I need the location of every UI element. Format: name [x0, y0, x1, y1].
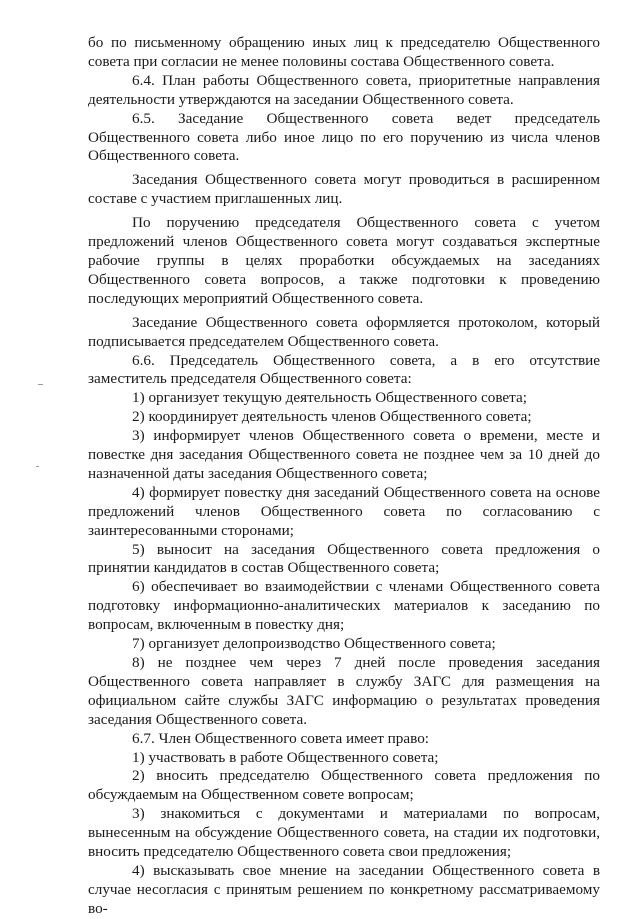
paragraph-6-7: 6.7. Член Общественного совета имеет право: — [132, 729, 430, 747]
paragraph-6-4: 6.4. План работы Общественного совета, приоритетные направления деятельности утверждаются на заседании Общественного совета. — [88, 71, 600, 108]
list-item-6-6-7: 7) организует делопроизводство Общественного совета; — [132, 635, 496, 653]
list-item-6-6-8: 8) не позднее чем через 7 дней после проведения заседания Общественного совета направляет в службу ЗАГС для размещения на официальном сайте службы ЗАГС информацию о результатах проведения заседания Общественного совета. — [88, 654, 600, 728]
list-item-6-7-3: 3) знакомиться с документами и материалами по вопросам, вынесенным на обсуждение Общественного совета, на стадии их подготовки, вносить председателю Общественного совета свои предложения; — [88, 805, 600, 861]
paragraph-protocol: Заседание Общественного совета оформляется протоколом, который подписывается председателем Общественного совета. — [88, 313, 600, 350]
paragraph-extended-meetings: Заседания Общественного совета могут проводиться в расширенном составе с участием приглашенных лиц. — [88, 171, 600, 208]
scan-speck — [38, 384, 43, 385]
paragraph-expert-groups: По поручению председателя Общественного совета с учетом предложений членов Общественного совета могут создаваться экспертные рабочие группы в целях проработки обсуждаемых на заседаниях Общественного совета вопросов, а также подготовки к проведению последующих мероприятий Общественного совета. — [88, 214, 600, 307]
list-item-6-6-3: 3) информирует членов Общественного совета о времени, месте и повестке дня заседания Общественного совета не позднее чем за 10 дней до назначенной даты заседания Общественного совета; — [88, 427, 600, 482]
list-item-6-6-4: 4) формирует повестку дня заседаний Общественного совета на основе предложений членов Общественного совета по согласованию с заинтересованными сторонами; — [88, 483, 600, 539]
paragraph-6-6: 6.6. Председатель Общественного совета, а в его отсутствие заместитель председателя Общественного совета: — [88, 351, 600, 388]
scan-speck — [36, 466, 39, 467]
list-item-6-6-1: 1) организует текущую деятельность Общественного совета; — [132, 389, 527, 407]
list-item-6-6-6: 6) обеспечивает во взаимодействии с членами Общественного совета подготовку информационно-аналитических материалов к заседанию по вопросам, включенным в повестку дня; — [88, 578, 600, 634]
list-item-6-7-1: 1) участвовать в работе Общественного совета; — [132, 748, 439, 766]
paragraph-continuation: бо по письменному обращению иных лиц к председателю Общественного совета при согласии не менее половины состава Общественного совета. — [88, 34, 600, 70]
list-item-6-7-4: 4) высказывать свое мнение на заседании Общественного совета в случае несогласия с принятым решением по конкретному рассматриваемому во- — [88, 861, 600, 917]
list-item-6-6-2: 2) координирует деятельность членов Общественного совета; — [132, 408, 532, 426]
document-page — [88, 34, 600, 919]
paragraph-6-5: 6.5. Заседание Общественного совета ведет председатель Общественного совета либо иное лицо по его поручению из числа членов Общественного совета. — [88, 109, 600, 165]
list-item-6-7-2: 2) вносить председателю Общественного совета предложения по обсуждаемым на Общественном совете вопросам; — [88, 767, 600, 804]
list-item-6-6-5: 5) выносит на заседания Общественного совета предложения о принятии кандидатов в состав Общественного совета; — [88, 540, 600, 577]
